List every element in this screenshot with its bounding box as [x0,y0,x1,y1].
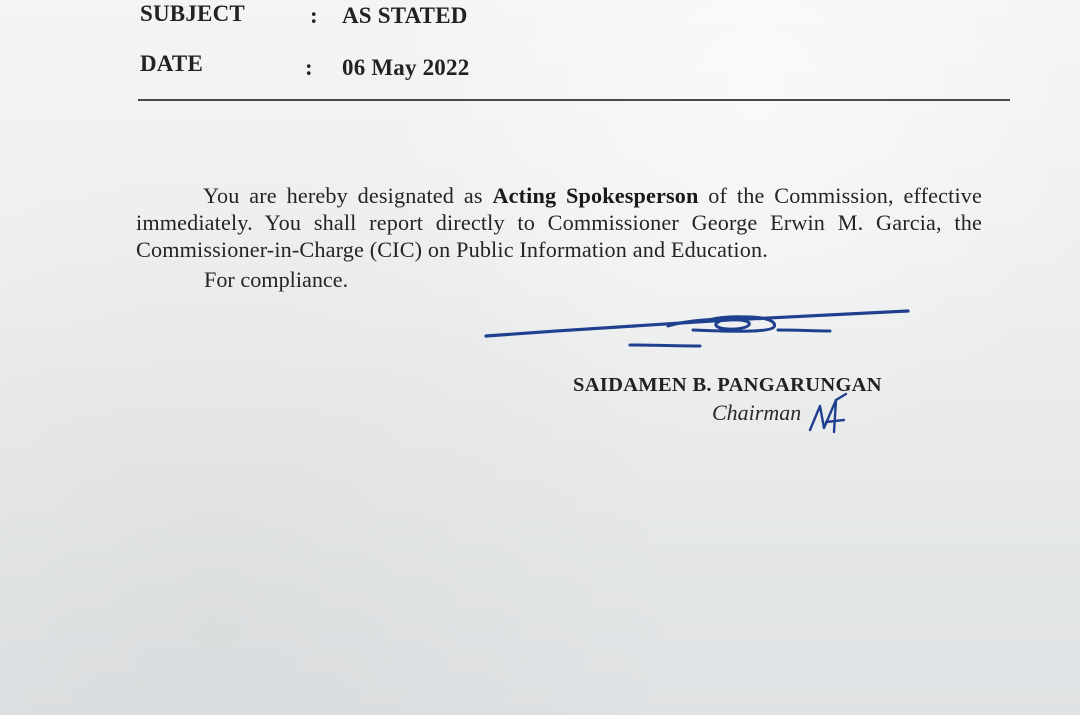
signatory-title: Chairman [712,400,802,425]
initials-mark [806,392,850,436]
signatory-name: SAIDAMEN B. PANGARUNGAN [573,374,882,396]
signature-image [478,300,918,360]
date-label: DATE [140,51,203,76]
closing-line: For compliance. [204,267,349,292]
body-text-end: of the Commission, effective immediately. You shall report directly to Commissioner George Erwin M. Garcia, the Commissioner-in-Charge (CIC) on Public Information and Education. [136,183,982,263]
designation-bold: Acting Spokesperson [492,183,699,209]
body-text-start: You are hereby designated as [203,183,493,209]
subject-colon: : [310,3,318,28]
subject-value: AS STATED [342,3,468,28]
header-divider [138,99,1010,101]
body-paragraph [136,182,982,263]
subject-label: SUBJECT [140,1,245,26]
date-colon: : [305,55,313,80]
date-value: 06 May 2022 [342,55,470,80]
